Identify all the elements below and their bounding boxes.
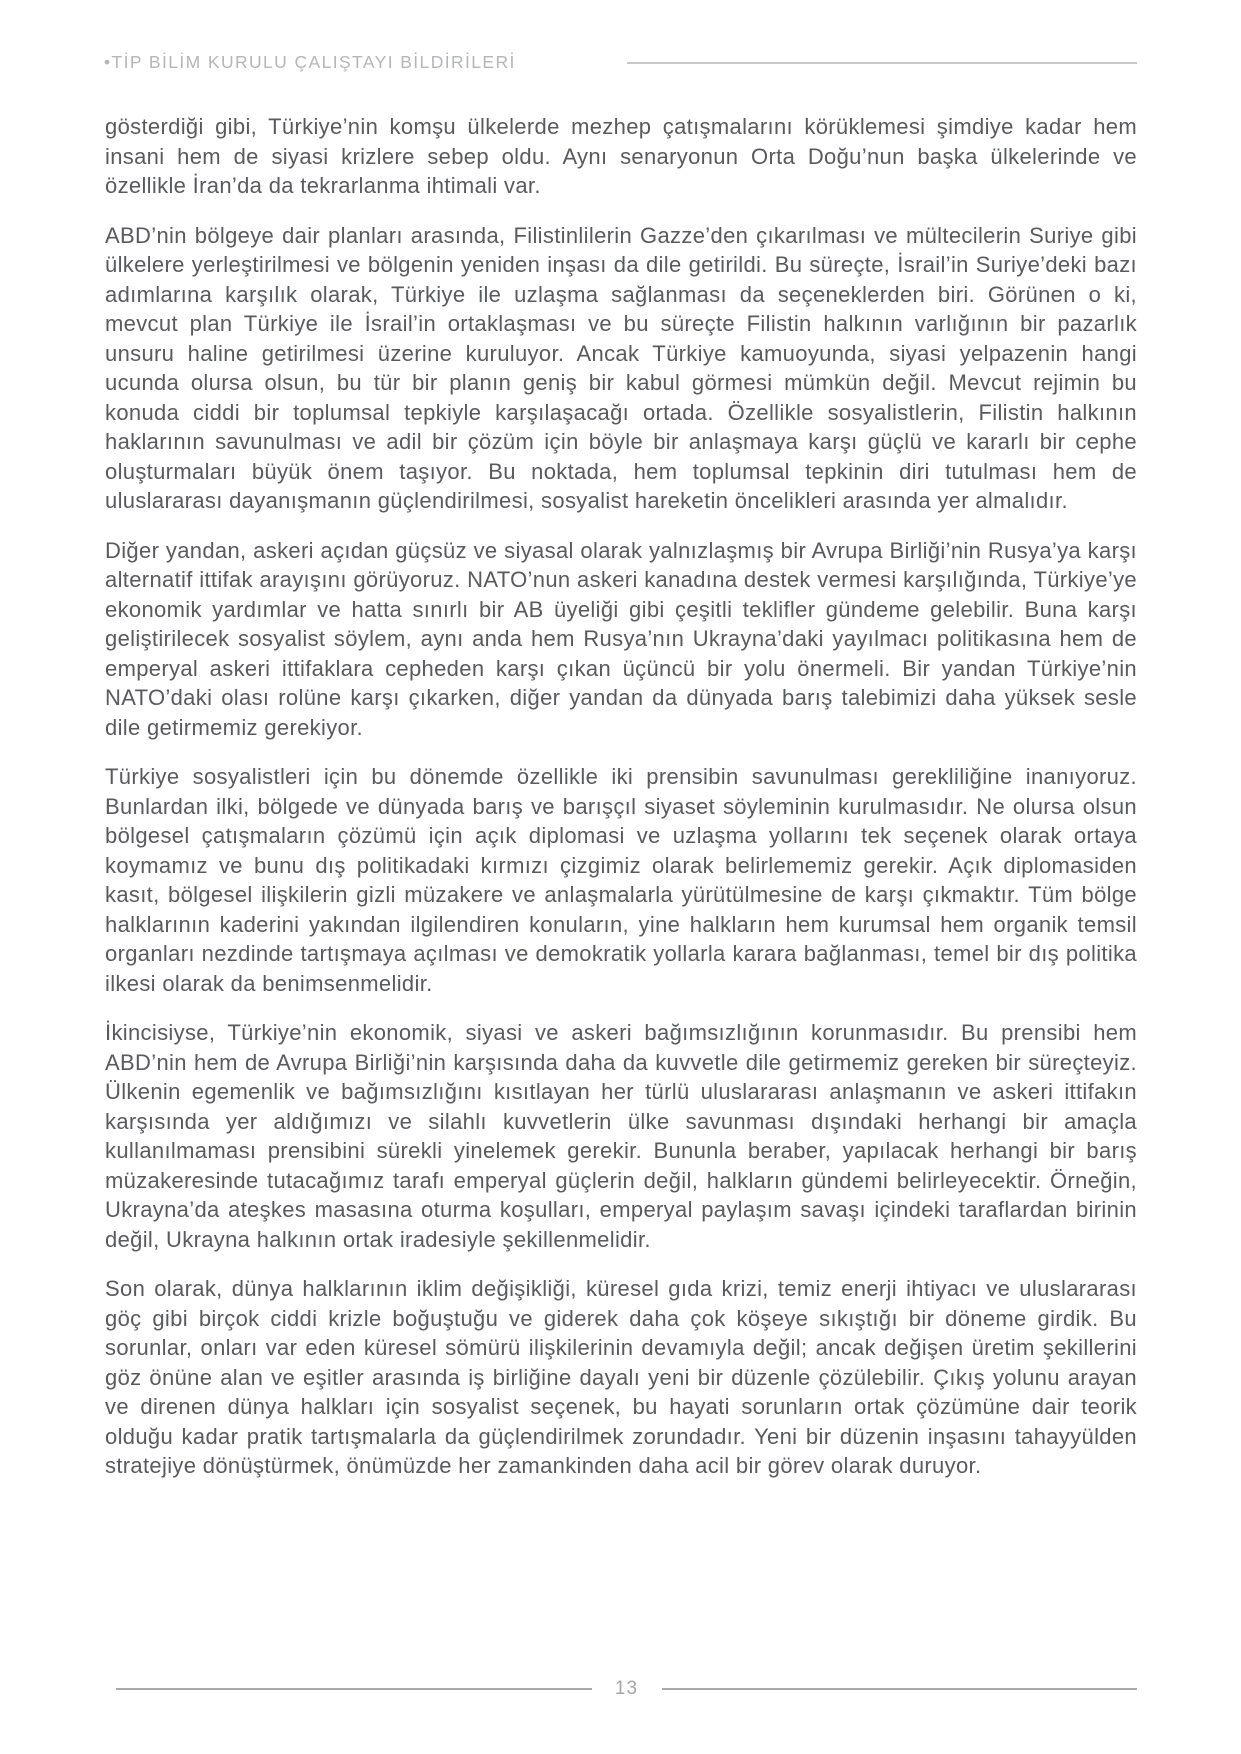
paragraph-6: Son olarak, dünya halklarının iklim değişikliği, küresel gıda krizi, temiz enerji ihtiyacı ve uluslararası göç gibi birçok ciddi krizle boğuştuğu ve giderek daha çok köşeye sıkıştığı bir döneme girdik. Bu sorunlar, onları var eden küresel sömürü ilişkilerinin devamıyla değil; ancak değişen üretim şekillerini göz önüne alan ve eşitler arasında iş birliğine dayalı yeni bir düzenle çözülebilir. Çıkış yolunu arayan ve direnen dünya halkları için sosyalist seçenek, bu hayati sorunların ortak çözümüne dair teorik olduğu kadar pratik tartışmalarla da güçlendirilmek zorundadır. Yeni bir düzenin inşasını tahayyülden stratejiye dönüştürmek, önümüzde her zamankinden daha acil bir görev olarak duruyor. — [105, 1276, 1137, 1478]
paragraph-4: Türkiye sosyalistleri için bu dönemde özellikle iki prensibin savunulması gerekliliğine inanıyoruz. Bunlardan ilki, bölgede ve dünyada barış ve barışçıl siyaset söyleminin kurulmasıdır. Ne olursa olsun bölgesel çatışmaların çözümü için açık diplomasi ve uzlaşma yollarını tek seçenek olarak ortaya koymamız ve bunu dış politikadaki kırmızı çizgimiz olarak belirlememiz gerekir. Açık diplomasiden kasıt, bölgesel ilişkilerin gizli müzakere ve anlaşmalarla yürütülmesine de karşı çıkmaktır. Tüm bölge halklarının kaderini yakından ilgilendiren konuların, yine halkların hem kurumsal hem organik temsil organları nezdinde tartışmaya açılması ve demokratik yollarla karara bağlanması, temel bir dış politika ilkesi olarak da benimsenmelidir. — [105, 764, 1137, 996]
footer-rule-right — [662, 1688, 1138, 1690]
footer-rule-left — [116, 1688, 592, 1690]
paragraph-2: ABD’nin bölgeye dair planları arasında, Filistinlilerin Gazze’den çıkarılması ve mültecilerin Suriye gibi ülkelere yerleştirilmesi ve bölgenin yeniden inşası da dile getirildi. Bu süreçte, İsrail’in Suriye’deki bazı adımlarına karşılık olarak, Türkiye ile uzlaşma sağlanması da seçeneklerden biri. Görünen o ki, mevcut plan Türkiye ile İsrail’in ortaklaşması ve bu süreçte Filistin halkının varlığının bir pazarlık unsuru haline getirilmesi üzerine kuruluyor. Ancak Türkiye kamuoyunda, siyasi yelpazenin hangi ucunda olursa olsun, bu tür bir planın geniş bir kabul görmesi mümkün değil. Mevcut rejimin bu konuda ciddi bir toplumsal tepkiyle karşılaşacağı ortada. Özellikle sosyalistlerin, Filistin halkının haklarının savunulması ve adil bir çözüm için böyle bir anlaşmaya karşı güçlü ve kararlı bir cephe oluşturmaları büyük önem taşıyor. Bu noktada, hem toplumsal tepkinin diri tutulması hem de uluslararası dayanışmanın güçlendirilmesi, sosyalist hareketin öncelikleri arasında yer almalıdır. — [105, 222, 1137, 513]
page-number: 13 — [614, 1678, 639, 1699]
page-footer — [105, 1678, 1137, 1700]
paragraph-1: gösterdiği gibi, Türkiye’nin komşu ülkelerde mezhep çatışmalarını körüklemesi şimdiye kadar hem insani hem de siyasi krizlere sebep oldu. Aynı senaryonun Orta Doğu’nun başka ülkelerinde ve özellikle İran’da da tekrarlanma ihtimali var. — [105, 114, 1137, 198]
paragraph-3: Diğer yandan, askeri açıdan güçsüz ve siyasal olarak yalnızlaşmış bir Avrupa Birliği’nin Rusya’ya karşı alternatif ittifak arayışını görüyoruz. NATO’nun askeri kanadına destek vermesi karşılığında, Türkiye’ye ekonomik yardımlar ve hatta sınırlı bir AB üyeliği gibi çeşitli teklifler gündeme gelebilir. Buna karşı geliştirilecek sosyalist söylem, aynı anda hem Rusya’nın Ukrayna’daki yayılmacı politikasına hem de emperyal askeri ittifaklara cepheden karşı çıkan üçüncü bir yolu önermeli. Bir yandan Türkiye’nin NATO’daki olası rolüne karşı çıkarken, diğer yandan da dünyada barış talebimizi daha yüksek sesle dile getirmemiz gerekiyor. — [105, 537, 1137, 740]
paragraph-5: İkincisiyse, Türkiye’nin ekonomik, siyasi ve askeri bağımsızlığının korunmasıdır. Bu prensibi hem ABD’nin hem de Avrupa Birliği’nin karşısında daha da kuvvetle dile getirmemiz gereken bir süreçteyiz. Ülkenin egemenlik ve bağımsızlığını kısıtlayan her türlü uluslararası anlaşmanın ve askeri ittifakın karşısında yer aldığımızı ve silahlı kuvvetlerin ülke savunması dışındaki herhangi bir amaçla kullanılmaması prensibini sürekli yinelemek gerekir. Bununla beraber, yapılacak herhangi bir barış müzakeresinde tutacağımız tarafı emperyal güçlerin değil, halkların gündemi belirleyecektir. Örneğin, Ukrayna’da ateşkes masasına oturma koşulları, emperyal paylaşım savaşı içindeki taraflardan birinin değil, Ukrayna halkının ortak iradesiyle şekillenmelidir. — [105, 1020, 1137, 1252]
running-header-title: •TİP BİLİM KURULU ÇALIŞTAYI BİLDİRİLERİ — [104, 52, 516, 72]
page-body — [105, 112, 1137, 1501]
header-rule — [627, 62, 1137, 64]
